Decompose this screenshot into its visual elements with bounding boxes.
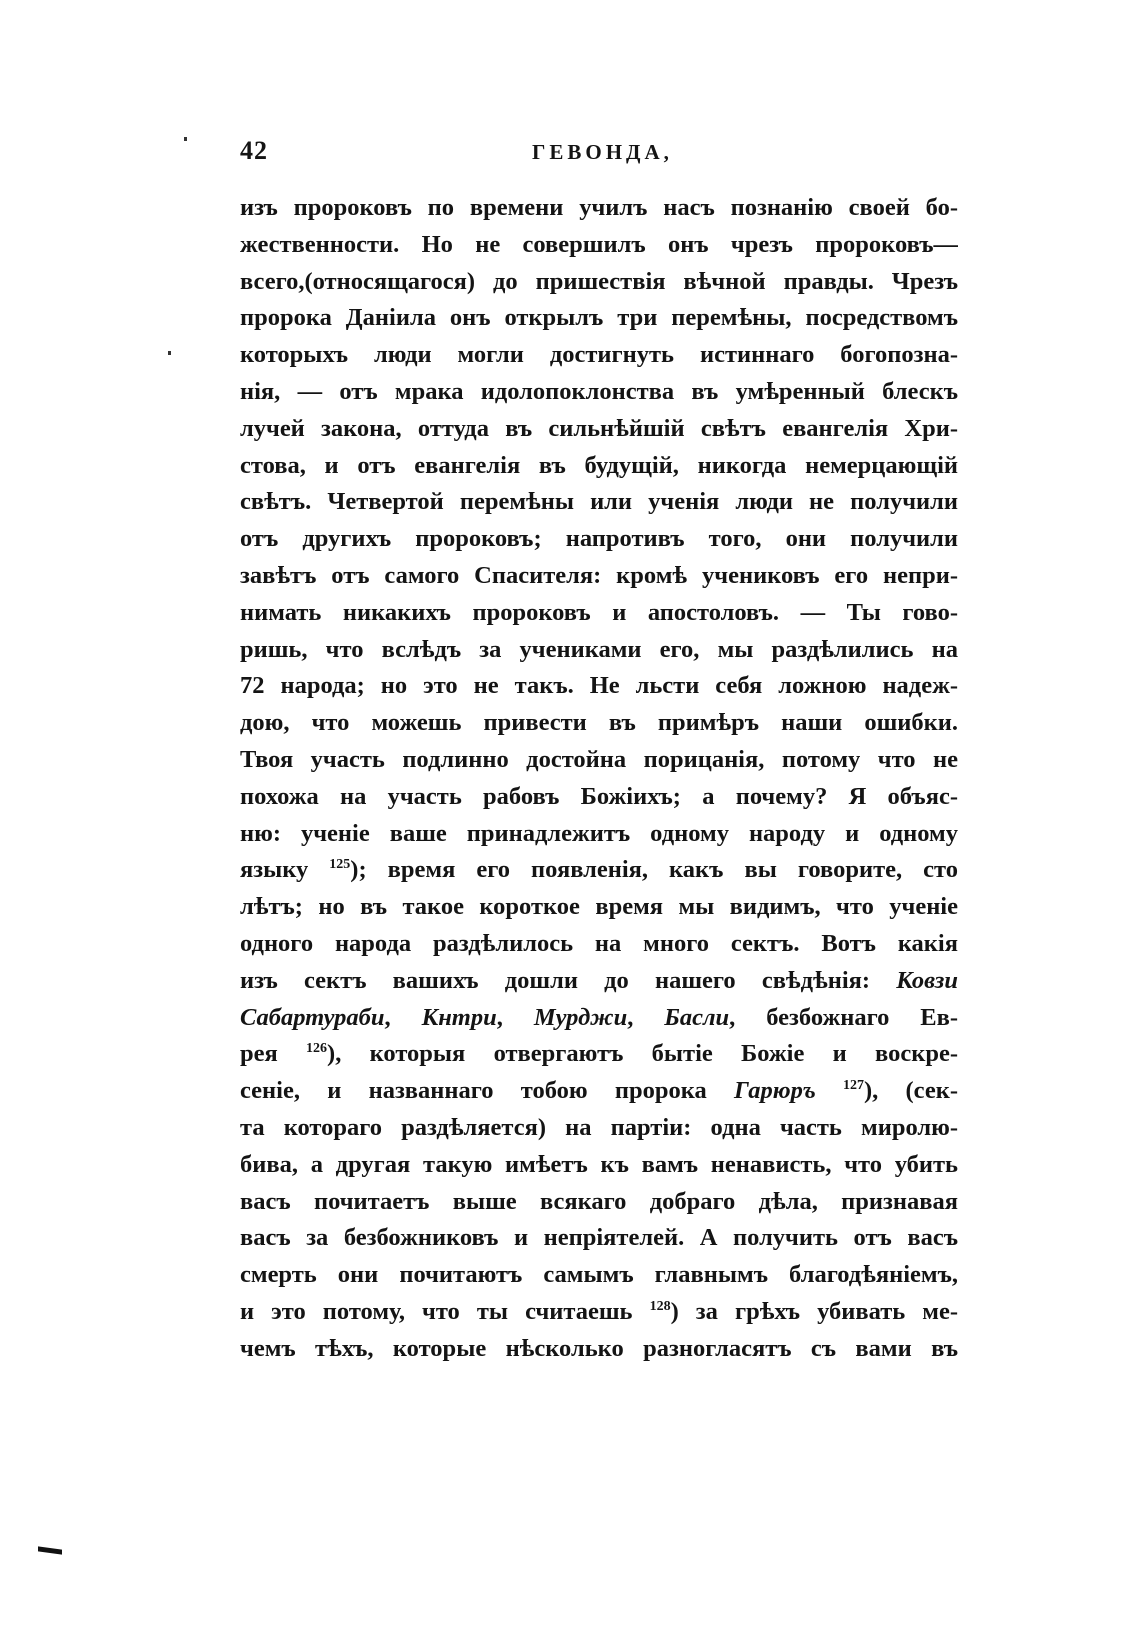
text-line bbox=[240, 190, 958, 227]
text-line bbox=[240, 484, 958, 521]
text-segment: нія, — отъ мрака идолопоклонства въ умѣренный блескъ bbox=[240, 377, 958, 405]
text-segment: сеніе, и названнаго тобою пророка bbox=[240, 1077, 734, 1105]
text-line bbox=[240, 1147, 958, 1184]
text-segment: та котораго раздѣляется) на партіи: одна часть миролю- bbox=[240, 1113, 958, 1141]
italic-term: Сабартураби bbox=[240, 1003, 385, 1031]
text-segment: смерть они почитаютъ самымъ главнымъ благодѣяніемъ, bbox=[240, 1261, 958, 1289]
text-segment: 72 народа; но это не такъ. Не льсти себя ложною надеж- bbox=[240, 672, 958, 700]
text-segment: изъ сектъ вашихъ дошли до нашего свѣдѣнія: bbox=[240, 966, 897, 994]
italic-term: Ковзи bbox=[896, 966, 958, 994]
text-line bbox=[240, 1331, 958, 1368]
running-head: ГЕВОНДА, bbox=[532, 140, 673, 164]
text-segment: всего,(относящагося) до пришествія вѣчной правды. Чрезъ bbox=[240, 267, 958, 295]
text-segment: и это потому, что ты считаешь bbox=[240, 1297, 650, 1325]
text-segment: которыхъ люди могли достигнуть истиннаго богопозна- bbox=[240, 341, 958, 369]
text-segment: ), которыя отвергаютъ бытіе Божіе и воскре- bbox=[327, 1040, 958, 1068]
text-line bbox=[240, 521, 958, 558]
text-segment: лѣтъ; но въ такое короткое время мы видимъ, что ученіе bbox=[240, 893, 958, 921]
text-segment: ню: ученіе ваше принадлежитъ одному народу и одному bbox=[240, 819, 958, 847]
scan-mark bbox=[38, 1546, 62, 1554]
text-segment: , bbox=[384, 1003, 422, 1031]
page-number: 42 bbox=[240, 136, 268, 165]
text-line bbox=[240, 1257, 958, 1294]
text-line bbox=[240, 1073, 958, 1110]
text-line bbox=[240, 448, 958, 485]
page-header bbox=[240, 136, 958, 176]
text-line bbox=[240, 889, 958, 926]
text-segment: ) за грѣхъ убивать ме- bbox=[670, 1297, 958, 1325]
text-line bbox=[240, 227, 958, 264]
text-segment: ришь, что вслѣдъ за учениками его, мы раздѣлились на bbox=[240, 635, 958, 663]
text-segment: Твоя участь подлинно достойна порицанія, потому что не bbox=[240, 745, 958, 773]
italic-term: Гарюръ bbox=[734, 1077, 816, 1105]
text-segment: ), (сек- bbox=[863, 1077, 958, 1105]
text-segment: изъ пророковъ по времени училъ насъ познанію своей бо- bbox=[240, 194, 958, 221]
footnote-ref: 127 bbox=[842, 1077, 864, 1093]
footnote-ref: 126 bbox=[306, 1041, 328, 1057]
text-segment: жественности. Но не совершилъ онъ чрезъ пророковъ— bbox=[240, 230, 958, 258]
text-segment: , bbox=[496, 1003, 534, 1031]
body-text bbox=[240, 190, 958, 1368]
text-line bbox=[240, 668, 958, 705]
text-line bbox=[240, 337, 958, 374]
text-segment: бива, а другая такую имѣетъ къ вамъ ненависть, что убить bbox=[240, 1150, 958, 1178]
text-segment: пророка Даніила онъ открылъ три перемѣны, посредствомъ bbox=[240, 304, 958, 332]
italic-term: Басли bbox=[664, 1003, 730, 1031]
scan-speck bbox=[184, 137, 187, 141]
text-segment: лучей закона, оттуда въ сильнѣйшій свѣтъ евангелія Хри- bbox=[240, 414, 958, 442]
text-segment: стова, и отъ евангелія въ будущій, никогда немерцающій bbox=[240, 451, 958, 479]
text-segment: похожа на участь рабовъ Божіихъ; а почему? Я объяс- bbox=[240, 782, 958, 810]
text-line bbox=[240, 558, 958, 595]
text-segment: , bbox=[627, 1003, 665, 1031]
footnote-ref: 125 bbox=[329, 857, 351, 873]
text-line bbox=[240, 1184, 958, 1221]
text-line bbox=[240, 411, 958, 448]
text-line bbox=[240, 926, 958, 963]
text-line bbox=[240, 1220, 958, 1257]
text-line bbox=[240, 1000, 958, 1037]
text-segment: ); время его появленія, какъ вы говорите, сто bbox=[350, 856, 958, 884]
text-line bbox=[240, 1036, 958, 1073]
text-segment: васъ за безбожниковъ и непріятелей. А получить отъ васъ bbox=[240, 1224, 958, 1252]
footnote-ref: 128 bbox=[649, 1298, 671, 1314]
text-line bbox=[240, 300, 958, 337]
text-line bbox=[240, 742, 958, 779]
text-segment: завѣтъ отъ самого Спасителя: кромѣ учениковъ его непри- bbox=[240, 561, 958, 589]
text-line bbox=[240, 705, 958, 742]
text-segment: дою, что можешь привести въ примѣръ наши ошибки. bbox=[240, 709, 958, 737]
text-segment: чемъ тѣхъ, которые нѣсколько разногласятъ съ вами въ bbox=[240, 1334, 958, 1362]
text-line bbox=[240, 852, 958, 889]
text-segment: нимать никакихъ пророковъ и апостоловъ. — Ты гово- bbox=[240, 598, 958, 626]
text-line bbox=[240, 963, 958, 1000]
italic-term: Кнтри bbox=[421, 1003, 497, 1031]
text-line bbox=[240, 264, 958, 301]
text-segment: языку bbox=[240, 856, 330, 884]
text-line bbox=[240, 595, 958, 632]
text-segment: васъ почитаетъ выше всякаго добраго дѣла, признавая bbox=[240, 1187, 958, 1215]
text-segment: рея bbox=[240, 1040, 307, 1068]
text-line bbox=[240, 632, 958, 669]
text-line bbox=[240, 816, 958, 853]
italic-term: Мурджи bbox=[533, 1003, 628, 1031]
scan-speck bbox=[168, 351, 171, 355]
text-line bbox=[240, 1294, 958, 1331]
text-line bbox=[240, 1110, 958, 1147]
text-segment bbox=[816, 1077, 843, 1104]
text-segment: , безбожнаго Ев- bbox=[729, 1003, 958, 1031]
text-line bbox=[240, 374, 958, 411]
text-segment: свѣтъ. Четвертой перемѣны или ученія люди не получили bbox=[240, 488, 958, 516]
text-line bbox=[240, 779, 958, 816]
text-segment: одного народа раздѣлилось на много сектъ. Вотъ какія bbox=[240, 929, 958, 957]
text-segment: отъ другихъ пророковъ; напротивъ того, они получили bbox=[240, 525, 958, 553]
